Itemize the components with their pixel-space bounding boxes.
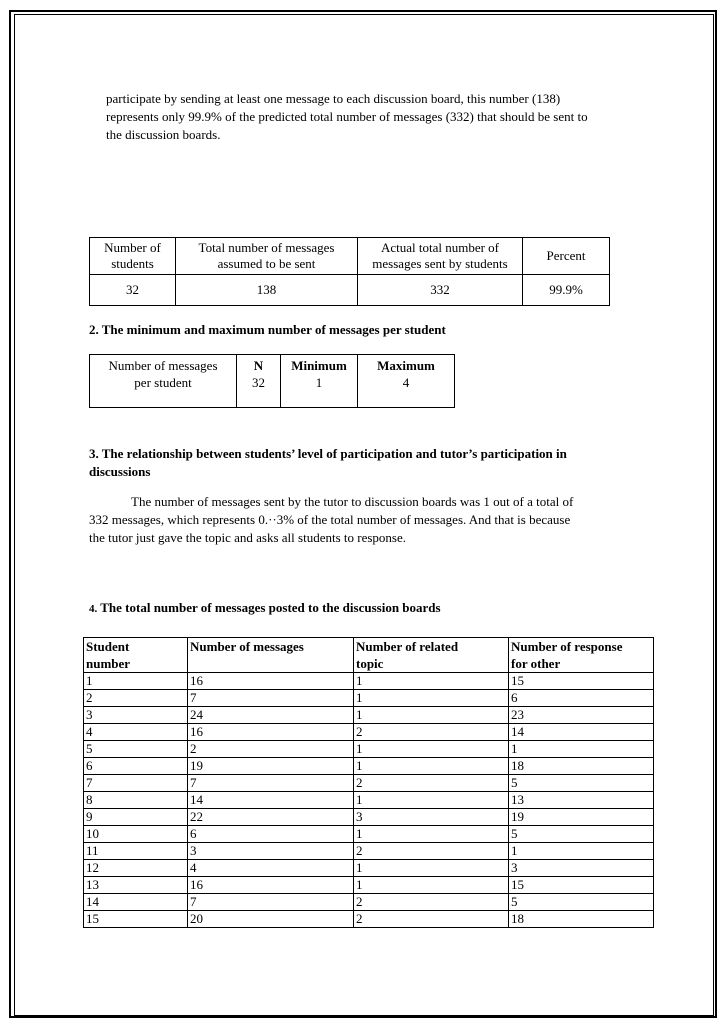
table-row [84,707,654,724]
min-max-row [90,355,455,408]
section-3-paragraph [89,493,659,547]
min-max-n-cell: N 32 [237,355,281,408]
section-3-line-3: the tutor just gave the topic and asks all students to response. [89,530,406,545]
summary-table-header-row [90,238,610,275]
section-3-line-2: 332 messages, which represents 0.··3% of the total number of messages. And that is because [89,512,571,527]
table-row [84,894,654,911]
table-row [84,809,654,826]
response-count-cell: 13 [509,792,654,809]
related-topic-cell: 1 [354,792,509,809]
student-number-cell: 4 [84,724,188,741]
messages-count-cell: 7 [188,690,354,707]
intro-line-2: represents only 99.9% of the predicted total number of messages (332) that should be sent to [106,109,588,124]
student-number-cell: 2 [84,690,188,707]
student-number-cell: 8 [84,792,188,809]
section-4-number: 4. [89,603,98,615]
response-count-cell: 15 [509,877,654,894]
related-topic-cell: 2 [354,724,509,741]
student-number-cell: 1 [84,673,188,690]
related-topic-cell: 1 [354,707,509,724]
messages-count-cell: 16 [188,877,354,894]
student-number-cell: 10 [84,826,188,843]
min-max-maximum-cell: Maximum 4 [358,355,455,408]
response-count-cell: 3 [509,860,654,877]
min-max-table [89,354,455,408]
response-count-cell: 5 [509,826,654,843]
table-row [84,741,654,758]
table-row [84,911,654,928]
messages-count-cell: 24 [188,707,354,724]
student-number-cell: 14 [84,894,188,911]
messages-table-header-row [84,638,654,673]
student-number-cell: 13 [84,877,188,894]
related-topic-cell: 1 [354,758,509,775]
summary-table [89,237,610,306]
related-topic-cell: 1 [354,690,509,707]
related-topic-cell: 3 [354,809,509,826]
response-count-cell: 18 [509,911,654,928]
messages-count-cell: 7 [188,894,354,911]
summary-cell-assumed: 138 [176,275,358,306]
student-number-cell: 11 [84,843,188,860]
summary-cell-actual: 332 [358,275,523,306]
response-count-cell: 15 [509,673,654,690]
student-number-cell: 5 [84,741,188,758]
student-number-cell: 7 [84,775,188,792]
table-row [84,690,654,707]
related-topic-cell: 2 [354,775,509,792]
response-count-cell: 5 [509,894,654,911]
related-topic-cell: 1 [354,860,509,877]
messages-header-student: Student number [84,638,188,673]
messages-count-cell: 4 [188,860,354,877]
section-3-heading: 3. The relationship between students’ level of participation and tutor’s participation in discussions [89,446,567,479]
section-4-heading [89,599,441,618]
response-count-cell: 19 [509,809,654,826]
table-row [84,843,654,860]
response-count-cell: 23 [509,707,654,724]
response-count-cell: 14 [509,724,654,741]
summary-header-assumed: Total number of messages assumed to be sent [176,238,358,275]
messages-header-response: Number of response for other [509,638,654,673]
messages-header-count: Number of messages [188,638,354,673]
related-topic-cell: 2 [354,894,509,911]
summary-cell-students: 32 [90,275,176,306]
summary-table-row [90,275,610,306]
intro-line-3: the discussion boards. [106,127,221,142]
related-topic-cell: 1 [354,741,509,758]
table-row [84,877,654,894]
messages-count-cell: 14 [188,792,354,809]
response-count-cell: 5 [509,775,654,792]
summary-header-students: Number of students [90,238,176,275]
student-number-cell: 3 [84,707,188,724]
messages-count-cell: 3 [188,843,354,860]
table-row [84,724,654,741]
related-topic-cell: 1 [354,673,509,690]
table-row [84,860,654,877]
messages-table-body [84,673,654,928]
intro-line-1: participate by sending at least one message to each discussion board, this number (138) [106,91,561,106]
messages-count-cell: 16 [188,673,354,690]
table-row [84,758,654,775]
messages-count-cell: 20 [188,911,354,928]
student-number-cell: 9 [84,809,188,826]
summary-header-percent: Percent [523,238,610,275]
student-number-cell: 12 [84,860,188,877]
related-topic-cell: 1 [354,877,509,894]
messages-table [83,637,654,928]
messages-count-cell: 7 [188,775,354,792]
messages-count-cell: 19 [188,758,354,775]
section-3-line-1: The number of messages sent by the tutor to discussion boards was 1 out of a total of [131,494,574,509]
messages-count-cell: 2 [188,741,354,758]
table-row [84,792,654,809]
intro-paragraph [106,90,666,144]
student-number-cell: 15 [84,911,188,928]
messages-header-related: Number of related topic [354,638,509,673]
messages-count-cell: 6 [188,826,354,843]
response-count-cell: 18 [509,758,654,775]
related-topic-cell: 2 [354,843,509,860]
section-4-title: The total number of messages posted to the discussion boards [100,600,441,615]
student-number-cell: 6 [84,758,188,775]
messages-count-cell: 16 [188,724,354,741]
response-count-cell: 6 [509,690,654,707]
table-row [84,673,654,690]
response-count-cell: 1 [509,843,654,860]
related-topic-cell: 2 [354,911,509,928]
summary-cell-percent: 99.9% [523,275,610,306]
table-row [84,775,654,792]
summary-header-actual: Actual total number of messages sent by students [358,238,523,275]
min-max-label-cell: Number of messages per student [90,355,237,408]
related-topic-cell: 1 [354,826,509,843]
table-row [84,826,654,843]
section-2-heading: 2. The minimum and maximum number of messages per student [89,322,446,337]
response-count-cell: 1 [509,741,654,758]
messages-count-cell: 22 [188,809,354,826]
min-max-minimum-cell: Minimum 1 [281,355,358,408]
